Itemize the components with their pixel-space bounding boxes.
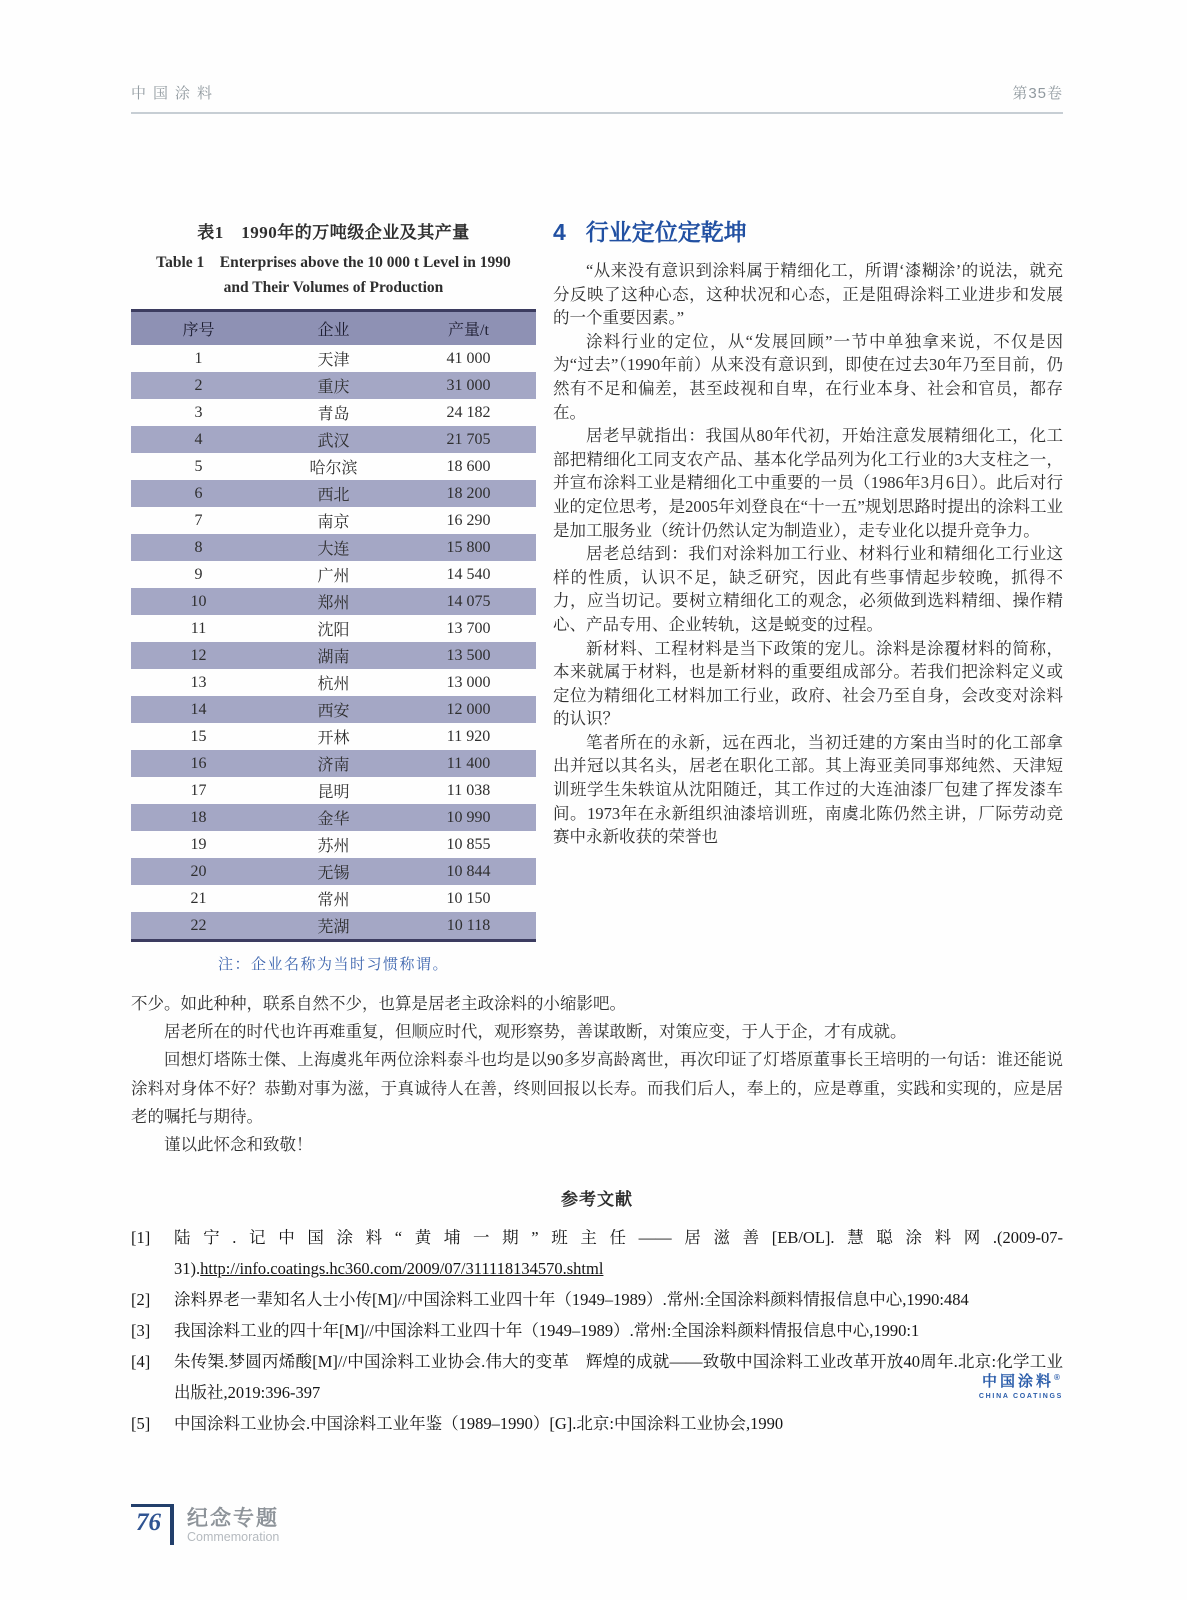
table-cell: 15 800 [446,538,491,556]
table-row [131,885,536,912]
journal-name: 中国涂料 [131,85,220,102]
table-cell: 4 [194,430,203,448]
table-cell: 无锡 [317,865,350,882]
table-cell: 41 000 [446,349,491,367]
table-cell: 22 [190,916,207,934]
table-cell: 2 [194,376,203,394]
table-cell: 3 [194,403,203,421]
table-cell: 11 038 [446,781,491,799]
reference-item [131,1346,1063,1408]
table-column [131,212,536,974]
footer-section-en: Commemoration [187,1530,280,1545]
table-cell: 芜湖 [317,919,350,936]
table-cell: 杭州 [317,676,350,693]
table-cell: 南京 [317,514,350,531]
table-cell: 10 855 [446,835,491,853]
logo-text-cn [979,1374,1063,1391]
table-row [131,642,536,669]
table-cell: 19 [190,835,207,853]
article-paragraph: 新材料、工程材料是当下政策的宠儿。涂料是涂覆材料的简称，本来就属于材料，也是新材料的重要组成部分。若我们把涂料定义或定位为精细化工材料加工行业，政府、社会乃至自身，会改变对涂料的认识？ [553,638,1063,729]
table-cell: 天津 [317,352,350,369]
table-cell: 武汉 [317,433,350,450]
table-cell: 7 [194,511,203,529]
table-cell: 14 540 [446,565,491,583]
table-row [131,723,536,750]
table-cell: 开林 [317,730,350,747]
reference-label: [2] [131,1290,151,1310]
table-cell: 大连 [317,541,350,558]
table-cell: 郑州 [317,595,350,612]
page-content [131,212,1063,1439]
table-row [131,615,536,642]
table-cell: 10 844 [446,862,491,880]
reference-label: [1] [131,1228,151,1248]
table-cell: 8 [194,538,203,556]
references-heading: 参考文献 [561,1190,633,1210]
logo-text-en: CHINA COATINGS [978,1392,1063,1400]
table-cell: 21 [190,889,207,907]
table-row [131,858,536,885]
article-paragraph: 涂料行业的定位，从“发展回顾”一节中单独拿来说，不仅是因为“过去”（1990年前）从来没有意识到，即使在过去30年乃至目前，仍然有不足和偏差，甚至歧视和自卑，在行业本身、社会和官员，都存在。 [553,331,1063,422]
footer-section-cn: 纪念专题 [187,1507,279,1530]
reference-text: 我国涂料工业的四十年[M]//中国涂料工业四十年（1949–1989）.常州:全国涂料颜料情报信息中心,1990:1 [174,1321,920,1341]
table-cell: 12 000 [446,700,491,718]
article-paragraphs [553,259,1063,849]
table-row [131,588,536,615]
table-cell: 14 [190,700,207,718]
table-cell: 16 [190,754,207,772]
table-cell: 6 [194,484,203,502]
reference-item [131,1315,1063,1346]
table-cell: 13 [190,673,207,691]
table-row [131,777,536,804]
table-row [131,480,536,507]
reference-text: 朱传榘.梦圆丙烯酸[M]//中国涂料工业协会.伟大的变革 辉煌的成就——致敬中国涂料工业改革开放40周年.北京:化学工业出版社,2019:396-397 [174,1352,1063,1403]
running-header [131,82,1063,114]
table-cell: 青岛 [317,406,350,423]
references-list [131,1222,1063,1439]
article-paragraph: “从来没有意识到涂料属于精细化工，所谓‘漆糊涂’的说法，就充分反映了这种心态，这种状况和心态，正是阻碍涂料工业进步和发展的一个重要因素。” [553,261,1063,328]
table-cell: 13 700 [446,619,491,637]
table-cell: 广州 [317,568,350,585]
reference-label: [3] [131,1321,151,1341]
article-column [553,212,1063,974]
table-cell: 20 [190,862,207,880]
reference-text: 中国涂料工业协会.中国涂料工业年鉴（1989–1990）[G].北京:中国涂料工业协会,1990 [174,1414,784,1434]
table-cell: 苏州 [317,838,350,855]
table-row [131,399,536,426]
footer-badge [131,1504,279,1545]
reference-text: 陆宁.记中国涂料“黄埔一期”班主任——居滋善[EB/OL].慧聪涂料网.(2009-07-31). [174,1228,1063,1279]
table-header-row [131,311,536,346]
table-cell: 1 [194,349,203,367]
table-row [131,507,536,534]
table-cell: 沈阳 [317,622,350,639]
table-cell: 18 600 [446,457,491,475]
closing-paragraph: 不少。如此种种，联系自然不少，也算是居老主政涂料的小缩影吧。 [131,994,626,1013]
reference-label: [5] [131,1414,151,1434]
table-cell: 金华 [317,811,350,828]
table-row [131,453,536,480]
table-cell: 10 150 [446,889,491,907]
article-paragraph: 居老早就指出：我国从80年代初，开始注意发展精细化工，化工部把精细化工同支农产品、基本化学品列为化工行业的3大支柱之一，并宣布涂料工业是精细化工中重要的一员（1986年3月6日）。此后对行业的定位思考，是2005年刘登良在“十一五”规划思路时提出的涂料工业是加工服务业（统计仍然认定为制造业），走专业化以提升竞争力。 [553,426,1063,540]
footer-section [187,1504,279,1544]
table-cell: 13 500 [446,646,491,664]
table-cell: 湖南 [317,649,350,666]
table-cell: 18 200 [446,484,491,502]
closing-paragraph: 居老所在的时代也许再难重复，但顺应时代，观形察势，善谋敢断，对策应变，于人于企，才有成就。 [164,1022,907,1042]
table-row [131,696,536,723]
table-row [131,426,536,453]
table-row [131,534,536,561]
volume-number: 第35卷 [1012,85,1063,102]
reference-url[interactable]: http://info.coatings.hc360.com/2009/07/311118134570.shtml [200,1259,604,1279]
table-cell: 11 920 [446,727,491,745]
table-cell: 18 [190,808,207,826]
production-table-body [131,345,536,941]
reference-item [131,1408,1063,1439]
table-row [131,345,536,372]
table-cell: 11 [190,619,207,637]
table-cell: 12 [190,646,207,664]
table-cell: 重庆 [317,379,350,396]
table-cell: 10 990 [446,808,491,826]
table-cell: 西北 [317,487,350,504]
table-row [131,750,536,777]
table-note: 注：企业名称为当时习惯称谓。 [217,957,449,973]
section-number: 4 [553,219,566,245]
logo-name: 中国涂料 [982,1373,1055,1390]
table-cell: 15 [190,727,207,745]
table-cell: 昆明 [317,784,350,801]
table-row [131,561,536,588]
table-cell: 14 075 [446,592,491,610]
table-cell: 西安 [317,703,350,720]
table-cell: 9 [194,565,203,583]
column-header-enterprise: 企业 [266,311,401,346]
section-heading [553,214,1063,247]
table-cell: 24 182 [446,403,491,421]
table-cell: 16 290 [446,511,491,529]
article-paragraph: 居老总结到：我们对涂料加工行业、材料行业和精细化工行业这样的性质，认识不足，缺乏研究，因此有些事情起步较晚，抓得不力，应当切记。要树立精细化工的观念，必须做到选料精细、操作精心、产品专用、企业转轨，这是蜕变的过程。 [553,544,1063,634]
table-row [131,804,536,831]
table-cell: 济南 [317,757,350,774]
table-cell: 常州 [317,892,350,909]
table-cell: 10 118 [446,916,491,934]
column-header-index: 序号 [131,311,266,346]
section-title: 行业定位定乾坤 [585,219,747,245]
closing-paragraph: 回想灯塔陈士傑、上海虞兆年两位涂料泰斗也均是以90多岁高龄离世，再次印证了灯塔原董事长王培明的一句话：谁还能说涂料对身体不好？恭勤对事为滋，于真诚待人在善，终则回报以长寿。而我们后人，奉上的，应是尊重，实践和实现的，应是居老的嘱托与期待。 [131,1050,1063,1126]
closing-paragraphs [131,990,1063,1159]
china-coatings-logo [979,1374,1063,1400]
table-cell: 11 400 [446,754,491,772]
table-caption-en-line2: and Their Volumes of Production [223,279,444,296]
closing-paragraph: 谨以此怀念和致敬！ [164,1135,313,1155]
table-cell: 5 [194,457,203,475]
reference-label: [4] [131,1352,151,1372]
reference-item [131,1284,1063,1315]
table-row [131,912,536,941]
table-caption-cn: 表1 1990年的万吨级企业及其产量 [197,223,470,242]
page-number-box [131,1504,174,1545]
article-paragraph: 笔者所在的永新，远在西北，当初迁建的方案由当时的化工部拿出并冠以其名头，居老在职化工部。其上海亚美同事郑纯然、天津短训班学生朱轶谊从沈阳随迁，其工作过的大连油漆厂包建了挥发漆车间。1973年在永新组织油漆培训班，南虞北陈仍然主讲，厂际劳动竞赛中永新收获的荣誉也 [553,732,1063,847]
table-row [131,831,536,858]
table-row [131,372,536,399]
table-cell: 10 [190,592,207,610]
two-column-layout [131,212,1063,974]
table-cell: 17 [190,781,207,799]
reference-item [131,1222,1063,1284]
column-header-volume: 产量/t [401,311,536,346]
page-number: 76 [136,1509,161,1536]
production-table [131,309,536,942]
reference-text: 涂料界老一辈知名人士小传[M]//中国涂料工业四十年（1949–1989）.常州:全国涂料颜料情报信息中心,1990:484 [174,1290,969,1310]
table-row [131,669,536,696]
table-cell: 13 000 [446,673,491,691]
table-caption-en-line1: Table 1 Enterprises above the 10 000 t Level in 1990 [156,254,511,271]
registered-mark: ® [1054,1373,1060,1382]
table-cell: 哈尔滨 [309,460,358,477]
table-cell: 31 000 [446,376,491,394]
table-cell: 21 705 [446,430,491,448]
